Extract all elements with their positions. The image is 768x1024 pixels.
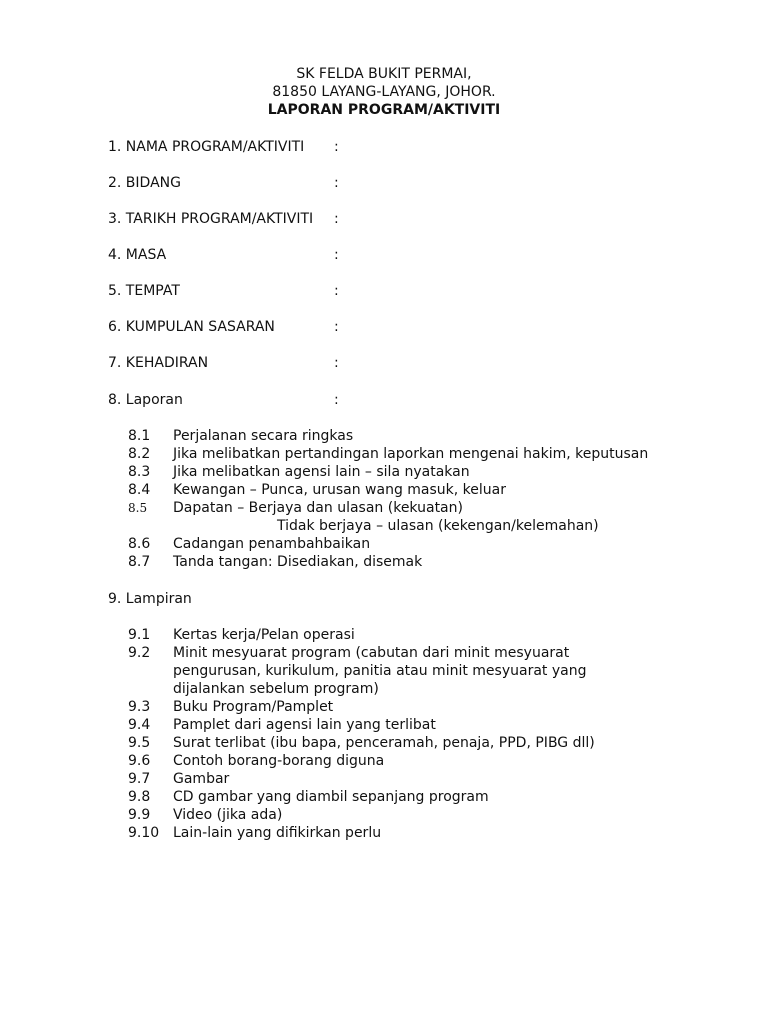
school-name: SK FELDA BUKIT PERMAI,	[296, 66, 472, 82]
list-item	[0, 770, 768, 788]
field-label: 4. MASA	[108, 247, 167, 263]
item-number: 8.5	[128, 501, 148, 515]
item-number: 8.1	[128, 428, 151, 444]
list-item	[0, 553, 768, 571]
item-text: Tidak berjaya – ulasan (kekengan/kelemahan)	[277, 518, 599, 534]
lampiran-heading	[0, 589, 768, 609]
field-colon: :	[334, 211, 339, 227]
item-number: 9.1	[128, 627, 151, 643]
item-text: Kertas kerja/Pelan operasi	[173, 627, 355, 643]
field-laporan	[0, 390, 768, 410]
item-number: 9.2	[128, 645, 151, 661]
item-number: 8.4	[128, 482, 151, 498]
field-colon: :	[334, 247, 339, 263]
item-text: CD gambar yang diambil sepanjang program	[173, 789, 489, 805]
list-item-continuation	[0, 680, 768, 698]
list-item	[0, 626, 768, 644]
field-colon: :	[334, 283, 339, 299]
item-text: Dapatan – Berjaya dan ulasan (kekuatan)	[173, 500, 463, 516]
field-colon: :	[334, 392, 339, 408]
item-number: 9.6	[128, 753, 151, 769]
item-text: Perjalanan secara ringkas	[173, 428, 354, 444]
item-text: Tanda tangan: Disediakan, disemak	[173, 554, 423, 570]
field-colon: :	[334, 319, 339, 335]
field-label: 7. KEHADIRAN	[108, 355, 209, 371]
list-item	[0, 644, 768, 662]
item-text: Surat terlibat (ibu bapa, penceramah, penaja, PPD, PIBG dll)	[173, 735, 595, 751]
field-tempat	[0, 281, 768, 301]
item-text: Jika melibatkan agensi lain – sila nyatakan	[173, 464, 470, 480]
field-colon: :	[334, 355, 339, 371]
field-masa	[0, 245, 768, 265]
field-label: 5. TEMPAT	[108, 283, 180, 299]
item-text: pengurusan, kurikulum, panitia atau minit mesyuarat yang	[173, 663, 587, 679]
item-number: 8.7	[128, 554, 151, 570]
field-kumpulan-sasaran	[0, 317, 768, 337]
list-item	[0, 734, 768, 752]
item-text: Minit mesyuarat program (cabutan dari minit mesyuarat	[173, 645, 570, 661]
list-item	[0, 445, 768, 463]
field-label: 2. BIDANG	[108, 175, 181, 191]
item-number: 9.8	[128, 789, 151, 805]
list-item-continuation	[0, 517, 768, 535]
item-text: Gambar	[173, 771, 230, 787]
item-text: Cadangan penambahbaikan	[173, 536, 371, 552]
field-bidang	[0, 173, 768, 193]
school-address: 81850 LAYANG-LAYANG, JOHOR.	[272, 84, 496, 100]
list-item	[0, 788, 768, 806]
list-item	[0, 463, 768, 481]
list-item	[0, 427, 768, 445]
field-label: 8. Laporan	[108, 392, 183, 408]
list-item	[0, 752, 768, 770]
item-number: 9.4	[128, 717, 151, 733]
list-item	[0, 698, 768, 716]
item-number: 9.7	[128, 771, 151, 787]
item-text: Buku Program/Pamplet	[173, 699, 334, 715]
item-number: 9.5	[128, 735, 151, 751]
item-text: Kewangan – Punca, urusan wang masuk, keluar	[173, 482, 507, 498]
field-colon: :	[334, 139, 339, 155]
item-number: 9.3	[128, 699, 151, 715]
item-text: dijalankan sebelum program)	[173, 681, 379, 697]
list-item-continuation	[0, 662, 768, 680]
item-number: 8.3	[128, 464, 151, 480]
field-label: 6. KUMPULAN SASARAN	[108, 319, 275, 335]
document-title: LAPORAN PROGRAM/AKTIVITI	[267, 102, 501, 118]
item-text: Pamplet dari agensi lain yang terlibat	[173, 717, 436, 733]
list-item	[0, 499, 768, 517]
field-tarikh	[0, 209, 768, 229]
item-text: Lain-lain yang difikirkan perlu	[173, 825, 382, 841]
section-label: 9. Lampiran	[108, 591, 192, 607]
field-label: 3. TARIKH PROGRAM/AKTIVITI	[108, 211, 314, 227]
field-colon: :	[334, 175, 339, 191]
item-number: 8.2	[128, 446, 151, 462]
item-number: 9.9	[128, 807, 151, 823]
field-nama-program	[0, 137, 768, 157]
item-text: Contoh borang-borang diguna	[173, 753, 385, 769]
field-kehadiran	[0, 353, 768, 373]
item-text: Jika melibatkan pertandingan laporkan mengenai hakim, keputusan	[173, 446, 649, 462]
list-item	[0, 824, 768, 842]
list-item	[0, 806, 768, 824]
item-number: 8.6	[128, 536, 151, 552]
item-text: Video (jika ada)	[173, 807, 283, 823]
list-item	[0, 481, 768, 499]
list-item	[0, 716, 768, 734]
field-label: 1. NAMA PROGRAM/AKTIVITI	[108, 139, 305, 155]
list-item	[0, 535, 768, 553]
item-number: 9.10	[128, 825, 160, 841]
